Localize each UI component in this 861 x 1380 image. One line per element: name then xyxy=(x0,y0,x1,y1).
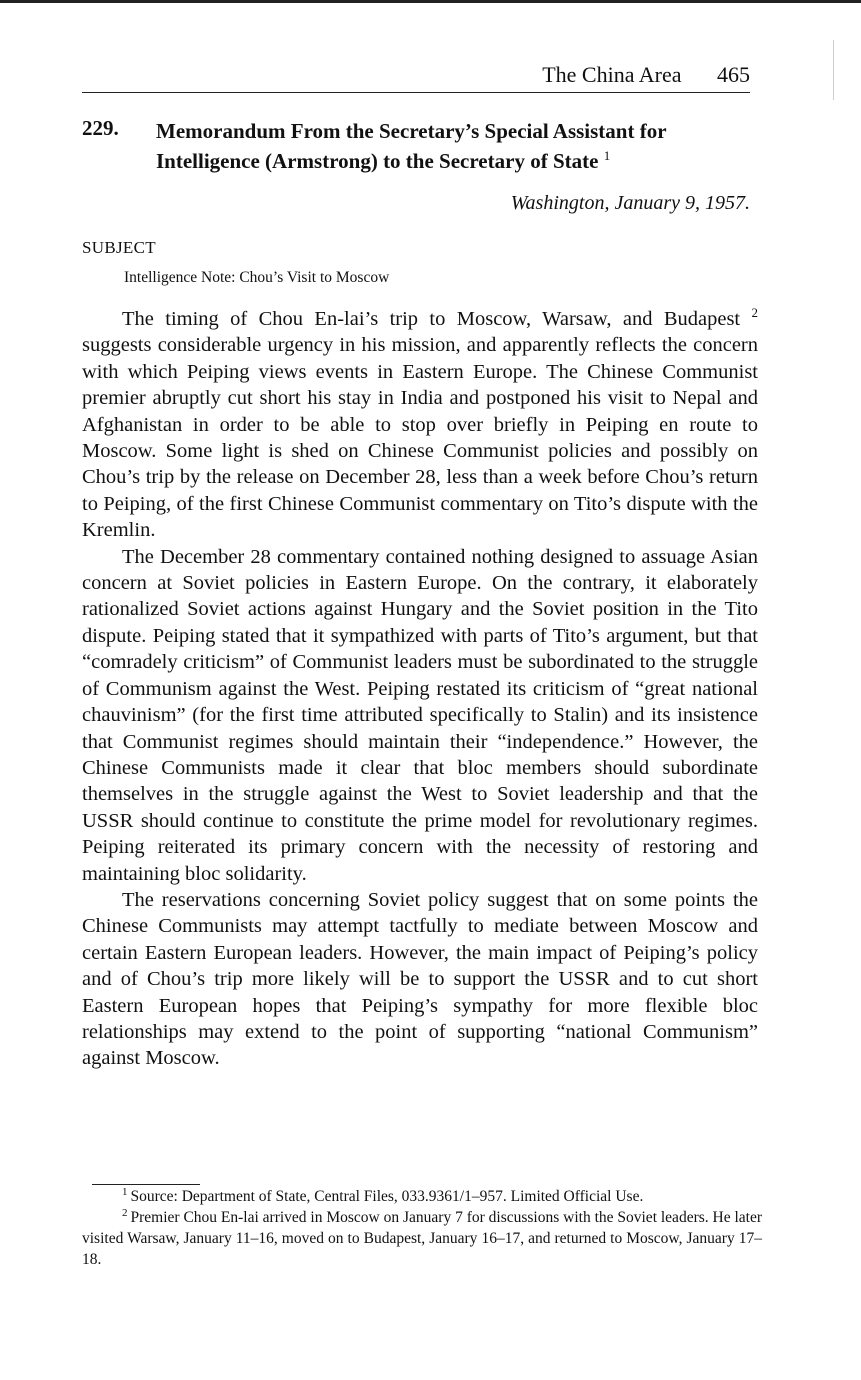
footnote-2-mark: 2 xyxy=(122,1206,128,1219)
top-border-rule xyxy=(0,0,861,3)
running-head-title: The China Area xyxy=(542,62,682,87)
footnote-1-mark: 1 xyxy=(122,1185,128,1198)
footnote-1-text: Source: Department of State, Central Files, 033.9361/1–957. Limited Official Use. xyxy=(130,1188,644,1205)
running-head xyxy=(82,62,750,93)
body-paragraph-1 xyxy=(82,306,758,544)
body-text xyxy=(82,306,758,1072)
document-number: 229. xyxy=(82,116,119,140)
page-edge-mark xyxy=(833,40,834,100)
subject-text: Intelligence Note: Chou’s Visit to Moscow xyxy=(124,269,390,286)
document-title-text: Memorandum From the Secretary’s Special Assistant for Intelligence (Armstrong) to the Secretary of State xyxy=(156,119,667,173)
footnote-2 xyxy=(82,1207,762,1270)
footnote-ref-2[interactable]: 2 xyxy=(751,305,759,321)
subject-label: SUBJECT xyxy=(82,238,156,257)
footnotes xyxy=(82,1186,762,1270)
footnote-1 xyxy=(82,1186,762,1207)
document-title xyxy=(156,116,756,176)
body-paragraph-1-start: The timing of Chou En-lai’s trip to Moscow, Warsaw, and Budapest xyxy=(122,308,741,330)
footnote-ref-1[interactable]: 1 xyxy=(603,148,611,163)
body-paragraph-3: The reservations concerning Soviet policy suggest that on some points the Chinese Communists may attempt tactfully to mediate between Moscow and certain Eastern European leaders. However, the main impact of Peiping’s policy and of Chou’s trip more likely will be to support the USSR and to cut short Eastern European hopes that Peiping’s sympathy for more flexible bloc relationships may extend to the point of supporting “national Communism” against Moscow. xyxy=(82,888,758,1070)
dateline: Washington, January 9, 1957. xyxy=(510,192,750,214)
body-paragraph-1-rest: suggests considerable urgency in his mission, and apparently reflects the concern with which Peiping views events in Eastern Europe. The Chinese Communist premier abruptly cut short his stay in India and postponed his visit to Nepal and Afghanistan in order to be able to stop over briefly in Peiping en route to Moscow. Some light is shed on Chinese Communist policies and possibly on Chou’s trip by the release on December 28, less than a week before Chou’s return to Peiping, of the first Chinese Communist commentary on Tito’s dispute with the Kremlin. xyxy=(82,334,758,542)
page-number: 465 xyxy=(717,62,750,87)
footnote-divider xyxy=(92,1184,200,1185)
footnote-2-text: Premier Chou En-lai arrived in Moscow on January 7 for discussions with the Soviet leaders. He later visited Warsaw, January 11–16, moved on to Budapest, January 16–17, and returned to Moscow, January 17–18. xyxy=(82,1209,762,1268)
body-paragraph-2: The December 28 commentary contained nothing designed to assuage Asian concern at Soviet policies in Eastern Europe. On the contrary, it elaborately rationalized Soviet actions against Hungary and the Soviet position in the Tito dispute. Peiping stated that it sympathized with parts of Tito’s argument, but that “comradely criticism” of Communist leaders must be subordinated to the struggle of Communism against the West. Peiping restated its criticism of “great national chauvinism” (for the first time attributed specifically to Stalin) and its insistence that Communist regimes should maintain their “independence.” However, the Chinese Communists made it clear that bloc members should subordinate themselves in the struggle against the West to Soviet leadership and that the USSR should continue to constitute the prime model for revolutionary regimes. Peiping reiterated its primary concern with the necessity of restoring and maintaining bloc solidarity. xyxy=(82,545,758,885)
